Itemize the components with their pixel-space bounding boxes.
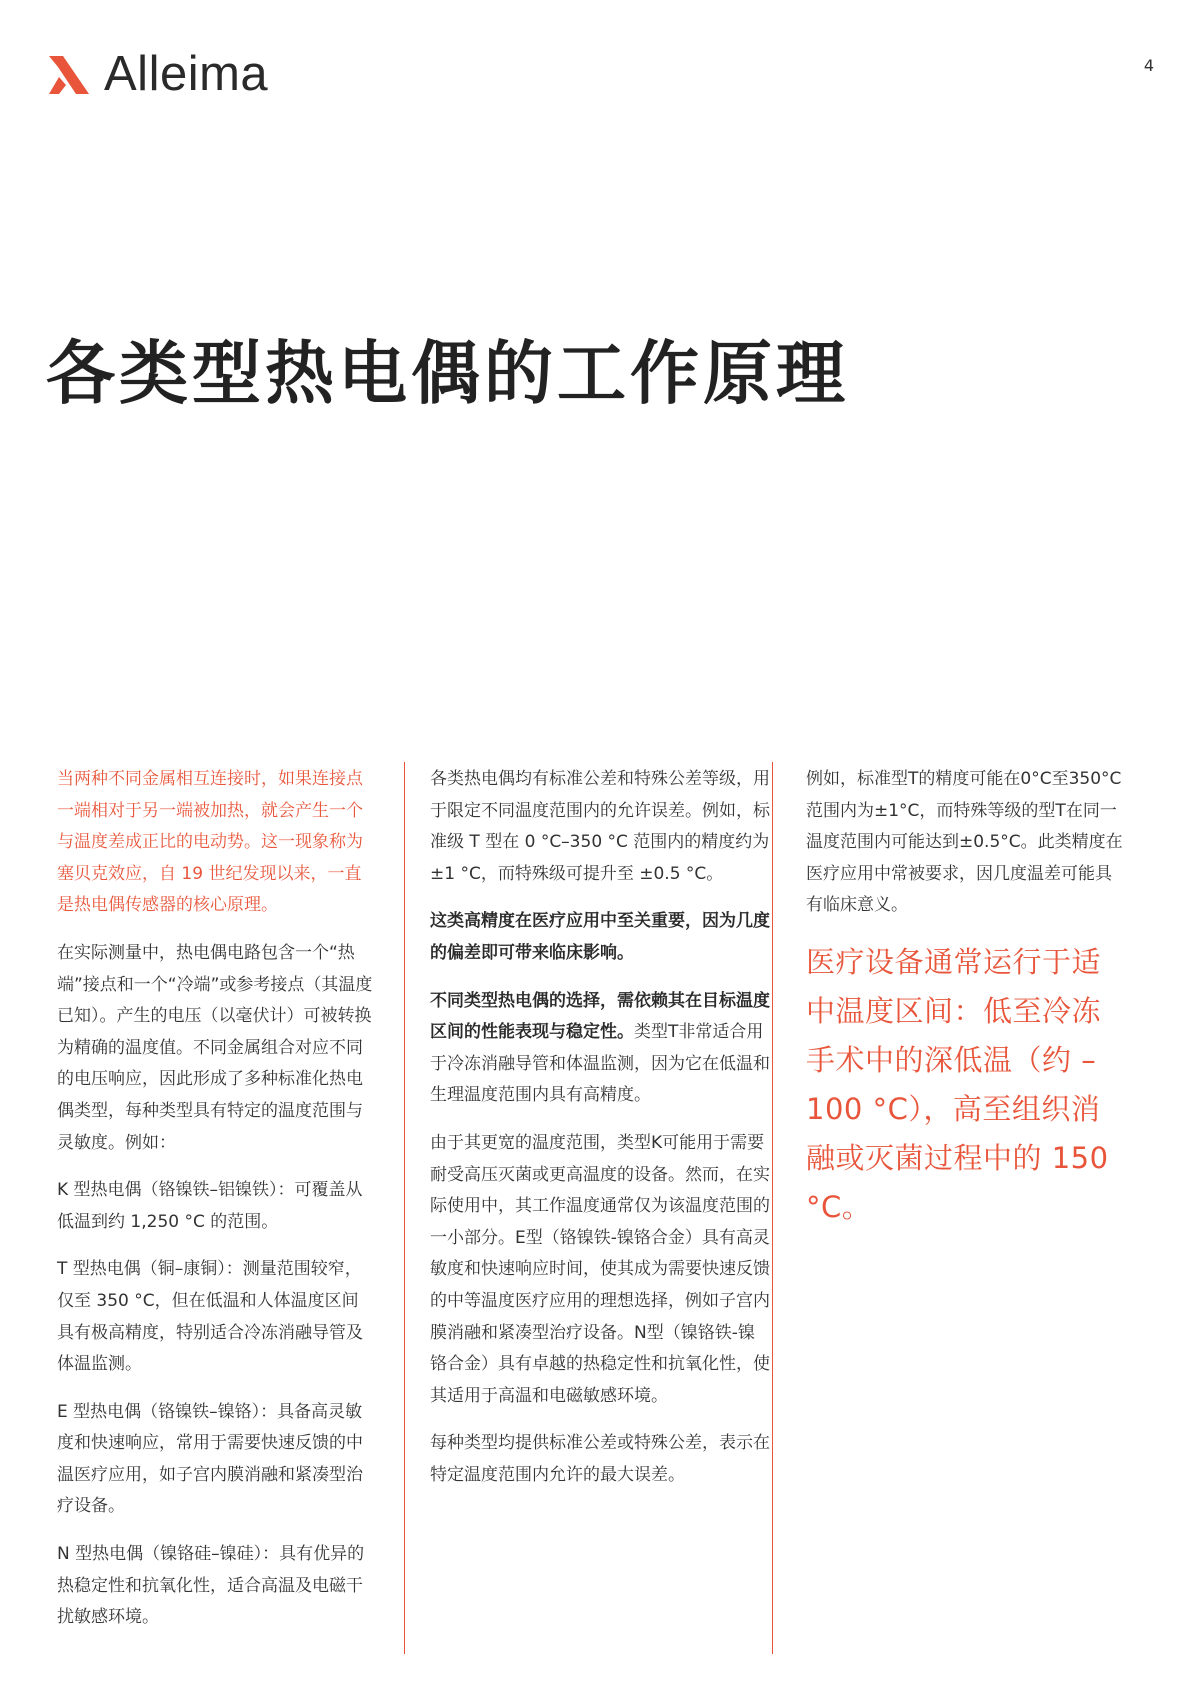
k-type-paragraph: K 型热电偶（铬镍铁–铝镍铁）：可覆盖从低温到约 1,250 °C 的范围。 [57,1180,363,1232]
measurement-paragraph: 在实际测量中，热电偶电路包含一个“热端”接点和一个“冷端”或参考接点（其温度已知）。产生的电压（以毫伏计）可被转换为精确的温度值。不同金属组合对应不同的电压响应，因此形成了多种标准化热电偶类型，每种类型具有特定的温度范围与灵敏度。例如： [57,942,373,1153]
selection-lead: 不同类型热电偶的选择，需依赖其在目标温度区间的性能表现与稳定性。 [430,990,770,1043]
e-type-paragraph: E 型热电偶（铬镍铁–镍铬）：具备高灵敏度和快速响应，常用于需要快速反馈的中温医疗应用，如子宫内膜消融和紧凑型治疗设备。 [57,1401,363,1517]
tolerance-summary-paragraph: 每种类型均提供标准公差或特殊公差，表示在特定温度范围内允许的最大误差。 [430,1433,770,1485]
alleima-mark-icon [46,52,92,96]
column-divider-1 [404,762,405,1654]
text-column-1 [57,764,375,1650]
text-column-3 [806,764,1128,1248]
n-type-paragraph: N 型热电偶（镍铬硅–镍硅）：具有优异的热稳定性和抗氧化性，适合高温及电磁干扰敏感环境。 [57,1544,365,1628]
precision-paragraph: 这类高精度在医疗应用中至关重要，因为几度的偏差即可带来临床影响。 [430,911,770,963]
pull-quote: 医疗设备通常运行于适中温度区间：低至冷冻手术中的深低温（约 –100 °C），高至组织消融或灭菌过程中的 150 °C。 [806,944,1109,1224]
selection-rest: 类型T非常适合用于冷冻消融导管和体温监测，因为它在低温和生理温度范围内具有高精度。 [430,1022,770,1106]
tolerance-paragraph: 各类热电偶均有标准公差和特殊公差等级，用于限定不同温度范围内的允许误差。例如，标准级 T 型在 0 °C–350 °C 范围内的精度约为 ±1 °C，而特殊级可提升至 ±0.5 °C。 [430,769,770,884]
column-divider-2 [772,762,773,1654]
brand-logo [46,46,268,102]
example-paragraph: 例如，标准型T的精度可能在0°C至350°C范围内为±1°C，而特殊等级的型T在同一温度范围内可能达到±0.5°C。此类精度在医疗应用中常被要求，因几度温差可能具有临床意义。 [806,769,1123,916]
t-type-paragraph: T 型热电偶（铜–康铜）：测量范围较窄，仅至 350 °C，但在低温和人体温度区间具有极高精度，特别适合冷冻消融导管及体温监测。 [57,1259,363,1375]
page-title: 各类型热电偶的工作原理 [46,334,849,414]
brand-name: Alleima [104,47,269,101]
intro-paragraph: 当两种不同金属相互连接时，如果连接点一端相对于另一端被加热，就会产生一个与温度差成正比的电动势。这一现象称为塞贝克效应，自 19 世纪发现以来，一直是热电偶传感器的核心原理。 [57,769,363,916]
types-paragraph: 由于其更宽的温度范围，类型K可能用于需要耐受高压灭菌或更高温度的设备。然而，在实际使用中，其工作温度通常仅为该温度范围的一小部分。E型（铬镍铁-镍铬合金）具有高灵敏度和快速响应时间，使其成为需要快速反馈的中等温度医疗应用的理想选择，例如子宫内膜消融和紧凑型治疗设备。N型（镍铬铁-镍铬合金）具有卓越的热稳定性和抗氧化性，使其适用于高温和电磁敏感环境。 [430,1132,770,1406]
text-column-2 [430,764,770,1507]
selection-paragraph [430,986,770,1112]
page-number: 4 [1143,56,1154,75]
